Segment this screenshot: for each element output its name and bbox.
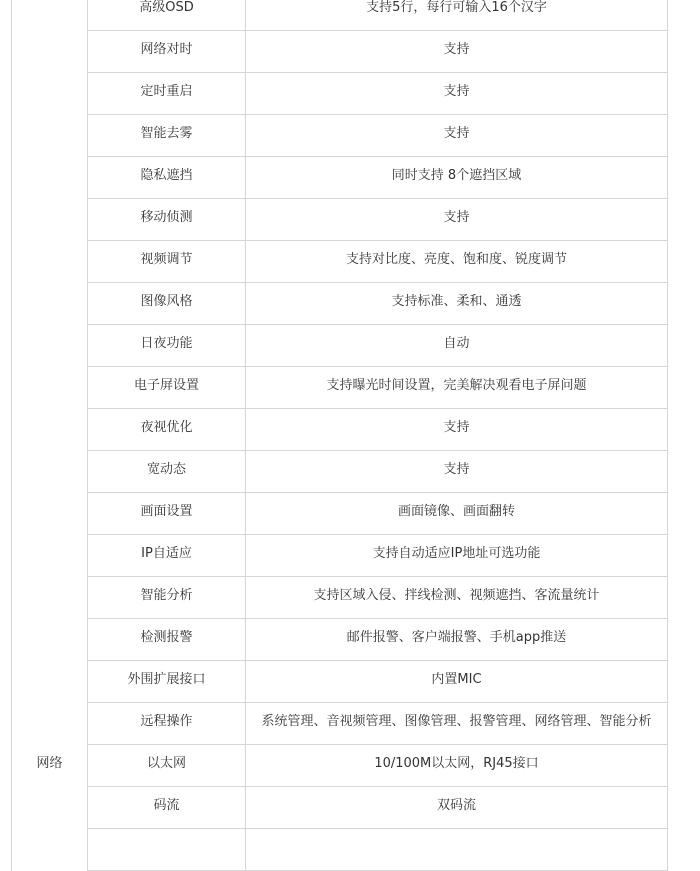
value-cell <box>246 787 668 829</box>
feature-label: 移动侦测 <box>140 210 193 225</box>
table-row <box>12 745 668 787</box>
category-cell <box>12 829 88 871</box>
value-label: 支持 <box>443 210 470 225</box>
table-row <box>12 577 668 619</box>
table-row <box>12 493 668 535</box>
category-cell <box>12 115 88 157</box>
category-label <box>12 535 87 545</box>
value-label: 双码流 <box>436 798 476 813</box>
feature-label: 以太网 <box>146 756 186 771</box>
value-cell <box>246 241 668 283</box>
table-row <box>12 661 668 703</box>
value-label: 支持5行，每行可输入16个汉字 <box>366 0 547 15</box>
value-label: 支持对比度、亮度、饱和度、锐度调节 <box>345 252 567 267</box>
feature-label: 外围扩展接口 <box>127 672 206 687</box>
category-cell <box>12 745 88 787</box>
value-cell <box>246 493 668 535</box>
feature-label: 夜视优化 <box>140 420 193 435</box>
category-label <box>12 829 87 839</box>
feature-label: 定时重启 <box>140 84 193 99</box>
category-label <box>12 241 87 251</box>
value-cell <box>246 619 668 661</box>
category-label <box>12 703 87 713</box>
category-cell <box>12 199 88 241</box>
feature-cell <box>88 31 246 73</box>
category-cell <box>12 241 88 283</box>
feature-cell <box>88 535 246 577</box>
table-row <box>12 829 668 871</box>
value-label: 支持 <box>443 420 470 435</box>
category-label <box>12 493 87 503</box>
feature-cell <box>88 829 246 871</box>
feature-cell <box>88 409 246 451</box>
value-label: 支持曝光时间设置，完美解决观看电子屏问题 <box>326 378 587 393</box>
value-cell <box>246 31 668 73</box>
table-row <box>12 0 668 31</box>
value-cell <box>246 157 668 199</box>
category-cell <box>12 661 88 703</box>
value-cell <box>246 115 668 157</box>
feature-cell <box>88 241 246 283</box>
category-cell <box>12 577 88 619</box>
category-label <box>12 157 87 167</box>
value-cell <box>246 73 668 115</box>
feature-cell <box>88 661 246 703</box>
value-label: 支持 <box>443 462 470 477</box>
table-row <box>12 367 668 409</box>
feature-cell <box>88 325 246 367</box>
category-label <box>12 115 87 125</box>
feature-cell <box>88 367 246 409</box>
table-row <box>12 451 668 493</box>
category-cell <box>12 619 88 661</box>
feature-label: IP自适应 <box>141 546 192 561</box>
category-cell <box>12 493 88 535</box>
feature-cell <box>88 745 246 787</box>
table-row <box>12 283 668 325</box>
value-label: 10/100M以太网，RJ45接口 <box>374 756 539 771</box>
category-cell <box>12 409 88 451</box>
feature-label: 检测报警 <box>140 630 193 645</box>
feature-cell <box>88 451 246 493</box>
feature-label: 图像风格 <box>140 294 193 309</box>
value-label: 支持自动适应IP地址可选功能 <box>372 546 541 561</box>
category-cell <box>12 283 88 325</box>
value-label: 画面镜像、画面翻转 <box>397 504 515 519</box>
value-cell <box>246 829 668 871</box>
category-cell <box>12 31 88 73</box>
category-cell <box>12 367 88 409</box>
feature-cell <box>88 73 246 115</box>
feature-label: 视频调节 <box>140 252 193 267</box>
feature-cell <box>88 787 246 829</box>
table-row <box>12 619 668 661</box>
value-cell <box>246 283 668 325</box>
feature-label: 智能去雾 <box>140 126 193 141</box>
value-cell <box>246 577 668 619</box>
value-label: 同时支持 8个遮挡区域 <box>391 168 522 183</box>
value-cell <box>246 325 668 367</box>
table-row <box>12 787 668 829</box>
value-label: 内置MIC <box>431 672 482 687</box>
category-label <box>12 283 87 293</box>
feature-cell <box>88 115 246 157</box>
feature-label: 宽动态 <box>146 462 186 477</box>
value-label: 系统管理、音视频管理、图像管理、报警管理、网络管理、智能分析 <box>261 714 652 729</box>
feature-label <box>88 829 245 839</box>
feature-label: 高级OSD <box>139 0 194 15</box>
category-cell <box>12 325 88 367</box>
feature-cell <box>88 577 246 619</box>
value-cell <box>246 367 668 409</box>
feature-label: 隐私遮挡 <box>140 168 193 183</box>
feature-label: 电子屏设置 <box>133 378 199 393</box>
feature-label: 智能分析 <box>140 588 193 603</box>
value-cell <box>246 703 668 745</box>
table-row <box>12 157 668 199</box>
category-cell <box>12 787 88 829</box>
category-label <box>12 367 87 377</box>
feature-label: 网络对时 <box>140 42 193 57</box>
value-cell <box>246 409 668 451</box>
category-label <box>12 31 87 41</box>
feature-label: 码流 <box>153 798 180 813</box>
value-label: 邮件报警、客户端报警、手机app推送 <box>346 630 567 645</box>
spec-table-body <box>12 0 668 871</box>
category-label <box>12 325 87 335</box>
category-cell <box>12 451 88 493</box>
feature-label: 远程操作 <box>140 714 193 729</box>
value-cell <box>246 661 668 703</box>
value-label: 支持标准、柔和、通透 <box>391 294 522 309</box>
value-cell <box>246 745 668 787</box>
table-row <box>12 73 668 115</box>
category-label <box>12 409 87 419</box>
table-row <box>12 31 668 73</box>
value-label: 支持 <box>443 126 470 141</box>
category-cell <box>12 535 88 577</box>
table-row <box>12 703 668 745</box>
feature-label: 日夜功能 <box>140 336 193 351</box>
category-cell <box>12 157 88 199</box>
value-cell <box>246 451 668 493</box>
feature-cell <box>88 283 246 325</box>
value-cell <box>246 0 668 31</box>
table-row <box>12 199 668 241</box>
category-label <box>12 619 87 629</box>
feature-cell <box>88 703 246 745</box>
feature-cell <box>88 493 246 535</box>
category-cell <box>12 73 88 115</box>
category-label <box>12 577 87 587</box>
category-cell <box>12 703 88 745</box>
table-row <box>12 241 668 283</box>
value-label: 支持 <box>443 84 470 99</box>
table-row <box>12 535 668 577</box>
value-cell <box>246 199 668 241</box>
category-label <box>12 199 87 209</box>
spec-table <box>11 0 668 871</box>
category-cell <box>12 0 88 31</box>
feature-cell <box>88 157 246 199</box>
table-row <box>12 115 668 157</box>
feature-cell <box>88 199 246 241</box>
feature-cell <box>88 0 246 31</box>
category-label <box>12 73 87 83</box>
value-cell <box>246 535 668 577</box>
category-label <box>12 661 87 671</box>
value-label <box>246 829 667 839</box>
category-label <box>12 451 87 461</box>
table-row <box>12 325 668 367</box>
category-label: 网络 <box>36 756 63 771</box>
feature-cell <box>88 619 246 661</box>
value-label: 支持 <box>443 42 470 57</box>
value-label: 支持区域入侵、拌线检测、视频遮挡、客流量统计 <box>313 588 600 603</box>
table-row <box>12 409 668 451</box>
value-label: 自动 <box>443 336 470 351</box>
category-label <box>12 787 87 797</box>
feature-label: 画面设置 <box>140 504 193 519</box>
